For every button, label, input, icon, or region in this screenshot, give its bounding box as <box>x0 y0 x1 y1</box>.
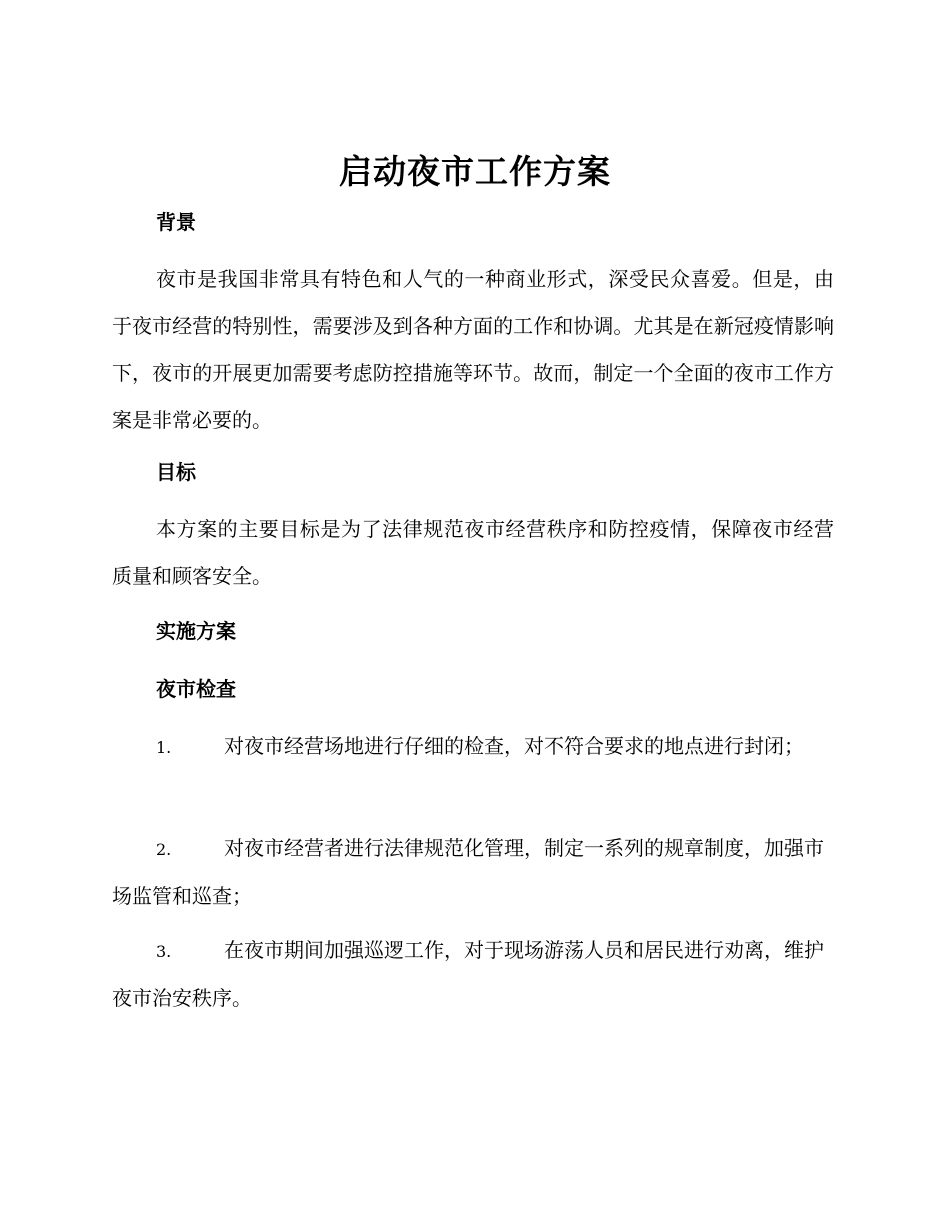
document-title: 启动夜市工作方案 <box>339 152 611 191</box>
list-item-number: 1. <box>156 738 172 757</box>
list-item <box>112 723 834 771</box>
paragraph-background: 夜市是我国非常具有特色和人气的一种商业形式，深受民众喜爱。但是，由于夜市经营的特别性，需要涉及到各种方面的工作和协调。尤其是在新冠疫情影响下，夜市的开展更加需要考虑防控措施等环节。故而，制定一个全面的夜市工作方案是非常必要的。 <box>112 267 834 432</box>
list-item-number: 3. <box>156 942 172 961</box>
heading-background: 背景 <box>156 210 196 234</box>
list-item-text: 在夜市期间加强巡逻工作，对于现场游荡人员和居民进行劝离，维护夜市治安秩序。 <box>112 938 824 1010</box>
heading-inspection: 夜市检查 <box>156 677 236 701</box>
heading-goal: 目标 <box>156 460 196 484</box>
paragraph-goal: 本方案的主要目标是为了法律规范夜市经营秩序和防控疫情，保障夜市经营质量和顾客安全。 <box>112 517 834 588</box>
list-item-text: 对夜市经营者进行法律规范化管理，制定一系列的规章制度，加强市场监管和巡查； <box>112 836 824 908</box>
list-item <box>112 825 834 920</box>
list-item-number: 2. <box>156 840 172 859</box>
heading-plan: 实施方案 <box>156 619 236 643</box>
list-item-text: 对夜市经营场地进行仔细的检查，对不符合要求的地点进行封闭； <box>224 734 804 758</box>
list-item <box>112 927 834 1022</box>
